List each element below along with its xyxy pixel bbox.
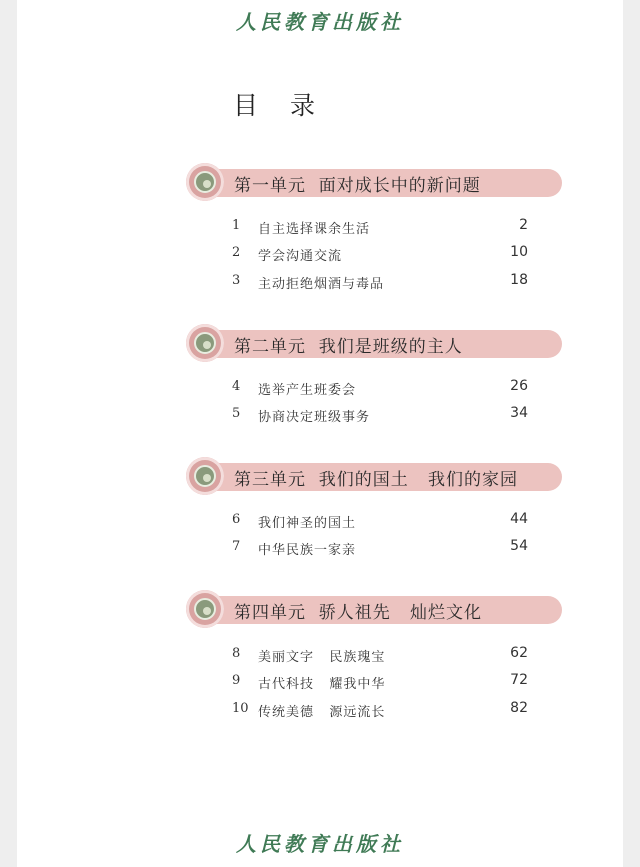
lesson-title: 学会沟通交流 [258, 249, 343, 264]
medallion-icon [186, 590, 224, 628]
lesson-number: 1 [232, 218, 241, 233]
lesson-number: 6 [232, 512, 241, 527]
toc-entry[interactable] [232, 701, 528, 721]
lesson-number: 8 [232, 646, 241, 661]
page-number: 26 [510, 378, 528, 394]
lesson-title: 选举产生班委会 [258, 383, 357, 398]
lesson-number: 4 [232, 379, 241, 394]
unit-header-4 [186, 590, 562, 630]
medallion-icon [186, 457, 224, 495]
unit-heading: 第三单元 我们的国土 我们的家园 [234, 470, 519, 490]
page-number: 44 [510, 511, 528, 527]
lesson-number: 9 [232, 673, 241, 688]
lesson-number: 7 [232, 539, 241, 554]
lesson-number: 5 [232, 406, 241, 421]
toc-entry[interactable] [232, 406, 528, 426]
unit-heading: 第四单元 骄人祖先 灿烂文化 [234, 603, 483, 623]
toc-entry[interactable] [232, 245, 528, 265]
lesson-title: 我们神圣的国土 [258, 516, 357, 531]
book-page [17, 0, 623, 867]
medallion-icon [186, 163, 224, 201]
lesson-title: 协商决定班级事务 [258, 410, 371, 425]
lesson-number: 2 [232, 245, 241, 260]
unit-heading: 第一单元 面对成长中的新问题 [234, 176, 481, 196]
toc-entry[interactable] [232, 539, 528, 559]
toc-entry[interactable] [232, 512, 528, 532]
page-number: 34 [510, 405, 528, 421]
page-number: 2 [519, 217, 528, 233]
toc-entry[interactable] [232, 646, 528, 666]
lesson-number: 10 [232, 701, 249, 716]
publisher-logo-top: 人民教育出版社 [236, 10, 404, 34]
lesson-title: 传统美德 源远流长 [258, 705, 386, 720]
page-number: 18 [510, 272, 528, 288]
page-number: 82 [510, 700, 528, 716]
toc-title: 目 录 [233, 91, 327, 120]
toc-entry[interactable] [232, 273, 528, 293]
lesson-title: 主动拒绝烟酒与毒品 [258, 277, 385, 292]
toc-entry[interactable] [232, 673, 528, 693]
medallion-icon [186, 324, 224, 362]
page-number: 72 [510, 672, 528, 688]
toc-entry[interactable] [232, 218, 528, 238]
page-number: 54 [510, 538, 528, 554]
page-number: 62 [510, 645, 528, 661]
unit-header-2 [186, 324, 562, 364]
unit-header-3 [186, 457, 562, 497]
unit-header-1 [186, 163, 562, 203]
lesson-title: 美丽文字 民族瑰宝 [258, 650, 386, 665]
page-number: 10 [510, 244, 528, 260]
toc-entry[interactable] [232, 379, 528, 399]
lesson-title: 古代科技 耀我中华 [258, 677, 386, 692]
unit-heading: 第二单元 我们是班级的主人 [234, 337, 463, 357]
lesson-number: 3 [232, 273, 241, 288]
lesson-title: 中华民族一家亲 [258, 543, 357, 558]
publisher-logo-bottom: 人民教育出版社 [236, 832, 404, 856]
lesson-title: 自主选择课余生活 [258, 222, 371, 237]
